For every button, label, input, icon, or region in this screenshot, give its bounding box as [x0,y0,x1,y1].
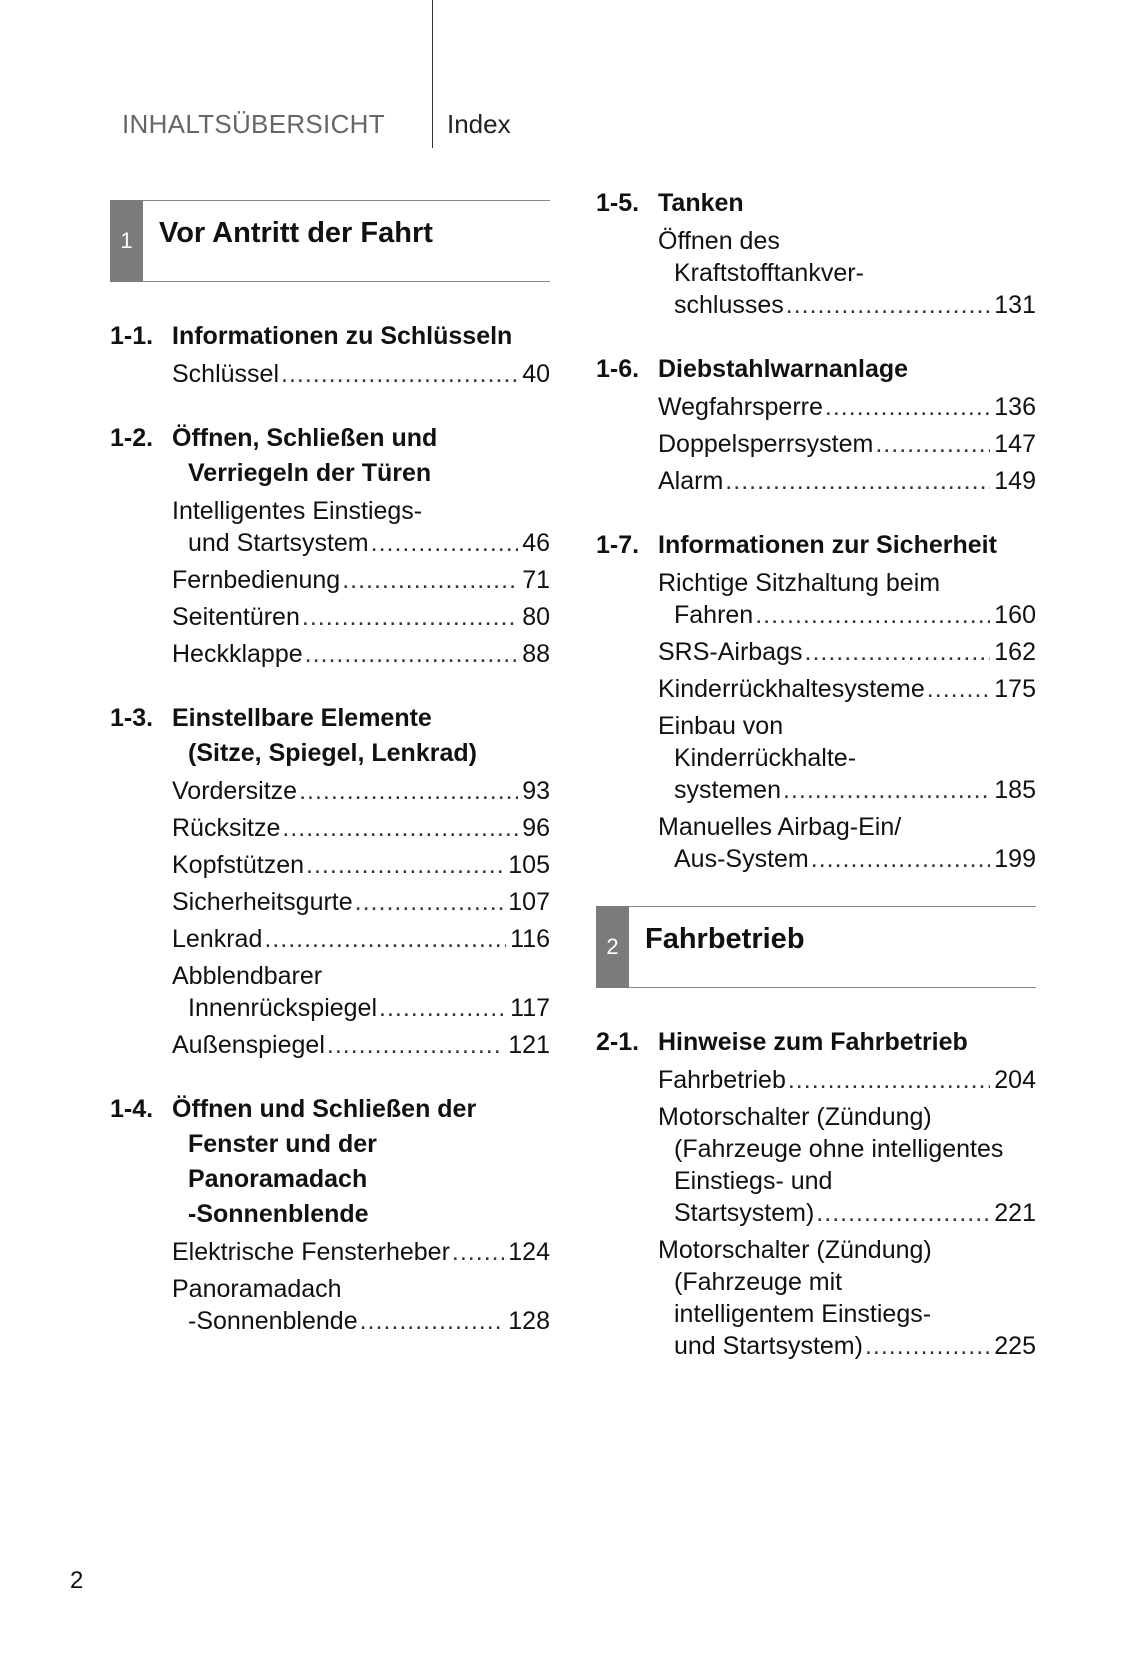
entry-page-number: 40 [522,360,550,388]
dot-leader [327,1029,504,1061]
section-number: 1-7. [596,531,640,559]
section-heading[interactable] [110,701,550,771]
chapter-number-badge: 1 [110,200,143,282]
entry-last-line [172,1029,550,1061]
dot-leader [805,636,991,668]
section-heading[interactable] [596,186,1036,221]
entry-last-line [658,289,1036,321]
entry-last-line [658,673,1036,705]
entry-page-number: 204 [994,1066,1036,1094]
section-title-line: Informationen zu Schlüsseln [172,322,513,350]
entry-text: systemen [674,776,781,804]
toc-entry[interactable] [172,960,550,1024]
entry-text-line: intelligentem Einstiegs- [674,1300,932,1328]
entry-last-line [658,1064,1036,1096]
entry-text: und Startsystem) [674,1332,863,1360]
section-title-line: Öffnen, Schließen und [172,424,438,452]
toc-entry[interactable] [172,564,550,596]
section-title [658,352,1036,387]
toc-section [110,1092,550,1337]
dot-leader [875,428,990,460]
section-number: 1-1. [110,322,154,350]
entry-page-number: 117 [510,994,550,1022]
entry-page-number: 46 [522,529,550,557]
dot-leader [282,812,518,844]
entry-page-number: 136 [994,393,1036,421]
toc-entry[interactable] [172,812,550,844]
dot-leader [865,1330,990,1362]
entry-page-number: 93 [522,777,550,805]
toc-entry[interactable] [658,465,1036,497]
toc-section [110,701,550,1061]
dot-leader [371,527,519,559]
entry-text-line: Richtige Sitzhaltung beim [658,569,941,597]
entry-last-line [172,1236,550,1268]
chapter-number-badge: 2 [596,906,629,988]
dot-leader [816,1197,990,1229]
toc-column-left [110,200,550,1368]
entry-last-line [658,843,1036,875]
entry-last-line [658,465,1036,497]
entry-last-line [172,849,550,881]
section-title-line: -Sonnenblende [188,1200,369,1228]
chapter-header[interactable] [110,200,550,282]
entry-text: Fahren [674,601,754,629]
entry-text: Außenspiegel [172,1031,325,1059]
entry-text: Wegfahrsperre [658,393,823,421]
toc-section [596,1025,1036,1362]
entry-text-line: Motorschalter (Zündung) [658,1103,932,1131]
dot-leader [281,358,518,390]
toc-entry[interactable] [658,1101,1036,1229]
entry-text: Startsystem) [674,1199,815,1227]
dot-leader [264,923,506,955]
entry-page-number: 107 [508,888,550,916]
section-title-line: Panoramadach [188,1165,368,1193]
toc-entry[interactable] [172,1273,550,1337]
toc-entry[interactable] [172,923,550,955]
entry-text-line: Intelligentes Einstiegs- [172,497,423,525]
section-title [172,701,550,771]
entry-text: Fahrbetrieb [658,1066,786,1094]
page-number: 2 [70,1567,84,1594]
toc-column-right [596,186,1036,1393]
toc-entry[interactable] [658,391,1036,423]
entry-text: Kopfstützen [172,851,305,879]
toc-section [596,186,1036,321]
entry-page-number: 88 [522,640,550,668]
entry-page-number: 162 [994,638,1036,666]
entry-last-line [172,775,550,807]
entry-text: Doppelsperrsystem [658,430,874,458]
entry-page-number: 160 [994,601,1036,629]
entry-text: Kinderrückhaltesysteme [658,675,925,703]
toc-entry[interactable] [658,673,1036,705]
entry-text-line: Kinderrückhalte- [674,744,857,772]
chapter-title: Vor Antritt der Fahrt [159,217,433,249]
toc-entry[interactable] [172,358,550,390]
toc-section [596,352,1036,497]
toc-entry[interactable] [658,225,1036,321]
entry-text: -Sonnenblende [188,1307,358,1335]
entry-page-number: 225 [994,1332,1036,1360]
entry-last-line [172,601,550,633]
section-heading[interactable] [110,421,550,491]
entry-page-number: 199 [994,845,1036,873]
dot-leader [927,673,990,705]
toc-entry[interactable] [172,1029,550,1061]
toc-entry[interactable] [658,428,1036,460]
section-title-line: Hinweise zum Fahrbetrieb [658,1028,968,1056]
section-title [172,1092,550,1232]
toc-entry[interactable] [172,638,550,670]
toc-entry[interactable] [172,495,550,559]
entry-text-line: Kraftstofftankver- [674,259,864,287]
entry-page-number: 80 [522,603,550,631]
dot-leader [355,886,505,918]
entry-last-line [172,812,550,844]
toc-entry[interactable] [658,710,1036,806]
toc-section [110,319,550,390]
entry-text: schlusses [674,291,784,319]
toc-entry[interactable] [172,1236,550,1268]
entry-last-line [172,638,550,670]
entry-text: Fernbedienung [172,566,341,594]
entry-page-number: 96 [522,814,550,842]
entry-text: Elektrische Fensterheber [172,1238,450,1266]
entry-last-line [172,923,550,955]
entry-text: Rücksitze [172,814,281,842]
entry-page-number: 121 [508,1031,550,1059]
entry-text-line: (Fahrzeuge mit [674,1268,843,1296]
entry-text-line: (Fahrzeuge ohne intelligentes [674,1135,1004,1163]
entry-text: Seitentüren [172,603,300,631]
toc-section [596,528,1036,875]
entry-text: Innenrückspiegel [188,994,378,1022]
section-title-line: Informationen zur Sicherheit [658,531,997,559]
entry-last-line [658,636,1036,668]
entry-text: Vordersitze [172,777,298,805]
entry-last-line [172,1305,550,1337]
section-number: 1-3. [110,704,154,732]
toc-entry[interactable] [658,636,1036,668]
section-title [658,186,1036,221]
section-title [658,1025,1036,1060]
section-number: 1-5. [596,189,640,217]
section-title-line: Öffnen und Schließen der [172,1095,477,1123]
dot-leader [306,849,504,881]
dot-leader [725,465,990,497]
toc-entry[interactable] [172,849,550,881]
toc-entry[interactable] [658,1064,1036,1096]
section-title [172,421,550,491]
section-number: 1-4. [110,1095,154,1123]
dot-leader [786,289,991,321]
tab-inhaltsuebersicht[interactable]: INHALTSÜBERSICHT [122,109,385,139]
entry-last-line [658,1330,1036,1362]
section-heading[interactable] [110,1092,550,1232]
entry-page-number: 149 [994,467,1036,495]
entry-last-line [172,564,550,596]
header-divider [432,0,433,148]
entry-last-line [658,774,1036,806]
entry-text: und Startsystem [188,529,369,557]
entry-text-line: Panoramadach [172,1275,342,1303]
entry-last-line [658,391,1036,423]
section-heading[interactable] [596,1025,1036,1060]
dot-leader [811,843,991,875]
dot-leader [783,774,990,806]
tab-index[interactable]: Index [447,109,511,139]
entry-text: Aus-System [674,845,809,873]
section-heading[interactable] [596,352,1036,387]
toc-entry[interactable] [172,601,550,633]
section-title-line: Tanken [658,189,744,217]
entry-text-line: Einbau von [658,712,784,740]
entry-text: Alarm [658,467,724,495]
entry-text: Sicherheitsgurte [172,888,353,916]
toc-entry[interactable] [172,886,550,918]
section-title-line: Diebstahlwarnanlage [658,355,909,383]
entry-last-line [172,992,550,1024]
entry-last-line [658,599,1036,631]
entry-page-number: 105 [508,851,550,879]
entry-text: Lenkrad [172,925,263,953]
toc-section [110,421,550,670]
dot-leader [788,1064,990,1096]
entry-last-line [172,358,550,390]
entry-page-number: 175 [994,675,1036,703]
entry-last-line [658,428,1036,460]
section-number: 2-1. [596,1028,640,1056]
entry-page-number: 71 [522,566,550,594]
section-title [658,528,1036,563]
entry-page-number: 185 [994,776,1036,804]
entry-last-line [172,527,550,559]
toc-entry[interactable] [658,567,1036,631]
entry-page-number: 128 [508,1307,550,1335]
entry-text-line: Motorschalter (Zündung) [658,1236,932,1264]
section-number: 1-6. [596,355,640,383]
entry-page-number: 147 [994,430,1036,458]
entry-page-number: 221 [994,1199,1036,1227]
section-heading[interactable] [110,319,550,354]
dot-leader [305,638,519,670]
entry-text: SRS-Airbags [658,638,803,666]
entry-text-line: Abblendbarer [172,962,323,990]
dot-leader [299,775,518,807]
entry-text-line: Öffnen des [658,227,780,255]
entry-page-number: 116 [510,925,550,953]
dot-leader [379,992,506,1024]
section-number: 1-2. [110,424,154,452]
entry-text-line: Manuelles Airbag-Ein/ [658,813,902,841]
toc-entry[interactable] [172,775,550,807]
dot-leader [302,601,518,633]
entry-text-line: Einstiegs- und [674,1167,833,1195]
chapter-header[interactable] [596,906,1036,988]
entry-page-number: 131 [994,291,1036,319]
entry-page-number: 124 [508,1238,550,1266]
dot-leader [342,564,518,596]
entry-last-line [658,1197,1036,1229]
section-title [172,319,550,354]
dot-leader [360,1305,505,1337]
section-title-line: (Sitze, Spiegel, Lenkrad) [188,739,477,767]
section-title-line: Fenster und der [188,1130,377,1158]
section-title-line: Einstellbare Elemente [172,704,432,732]
chapter-title: Fahrbetrieb [645,923,805,955]
dot-leader [755,599,990,631]
entry-last-line [172,886,550,918]
toc-entry[interactable] [658,1234,1036,1362]
entry-text: Schlüssel [172,360,279,388]
dot-leader [825,391,990,423]
entry-text: Heckklappe [172,640,303,668]
dot-leader [452,1236,504,1268]
section-heading[interactable] [596,528,1036,563]
toc-entry[interactable] [658,811,1036,875]
section-title-line: Verriegeln der Türen [188,459,432,487]
